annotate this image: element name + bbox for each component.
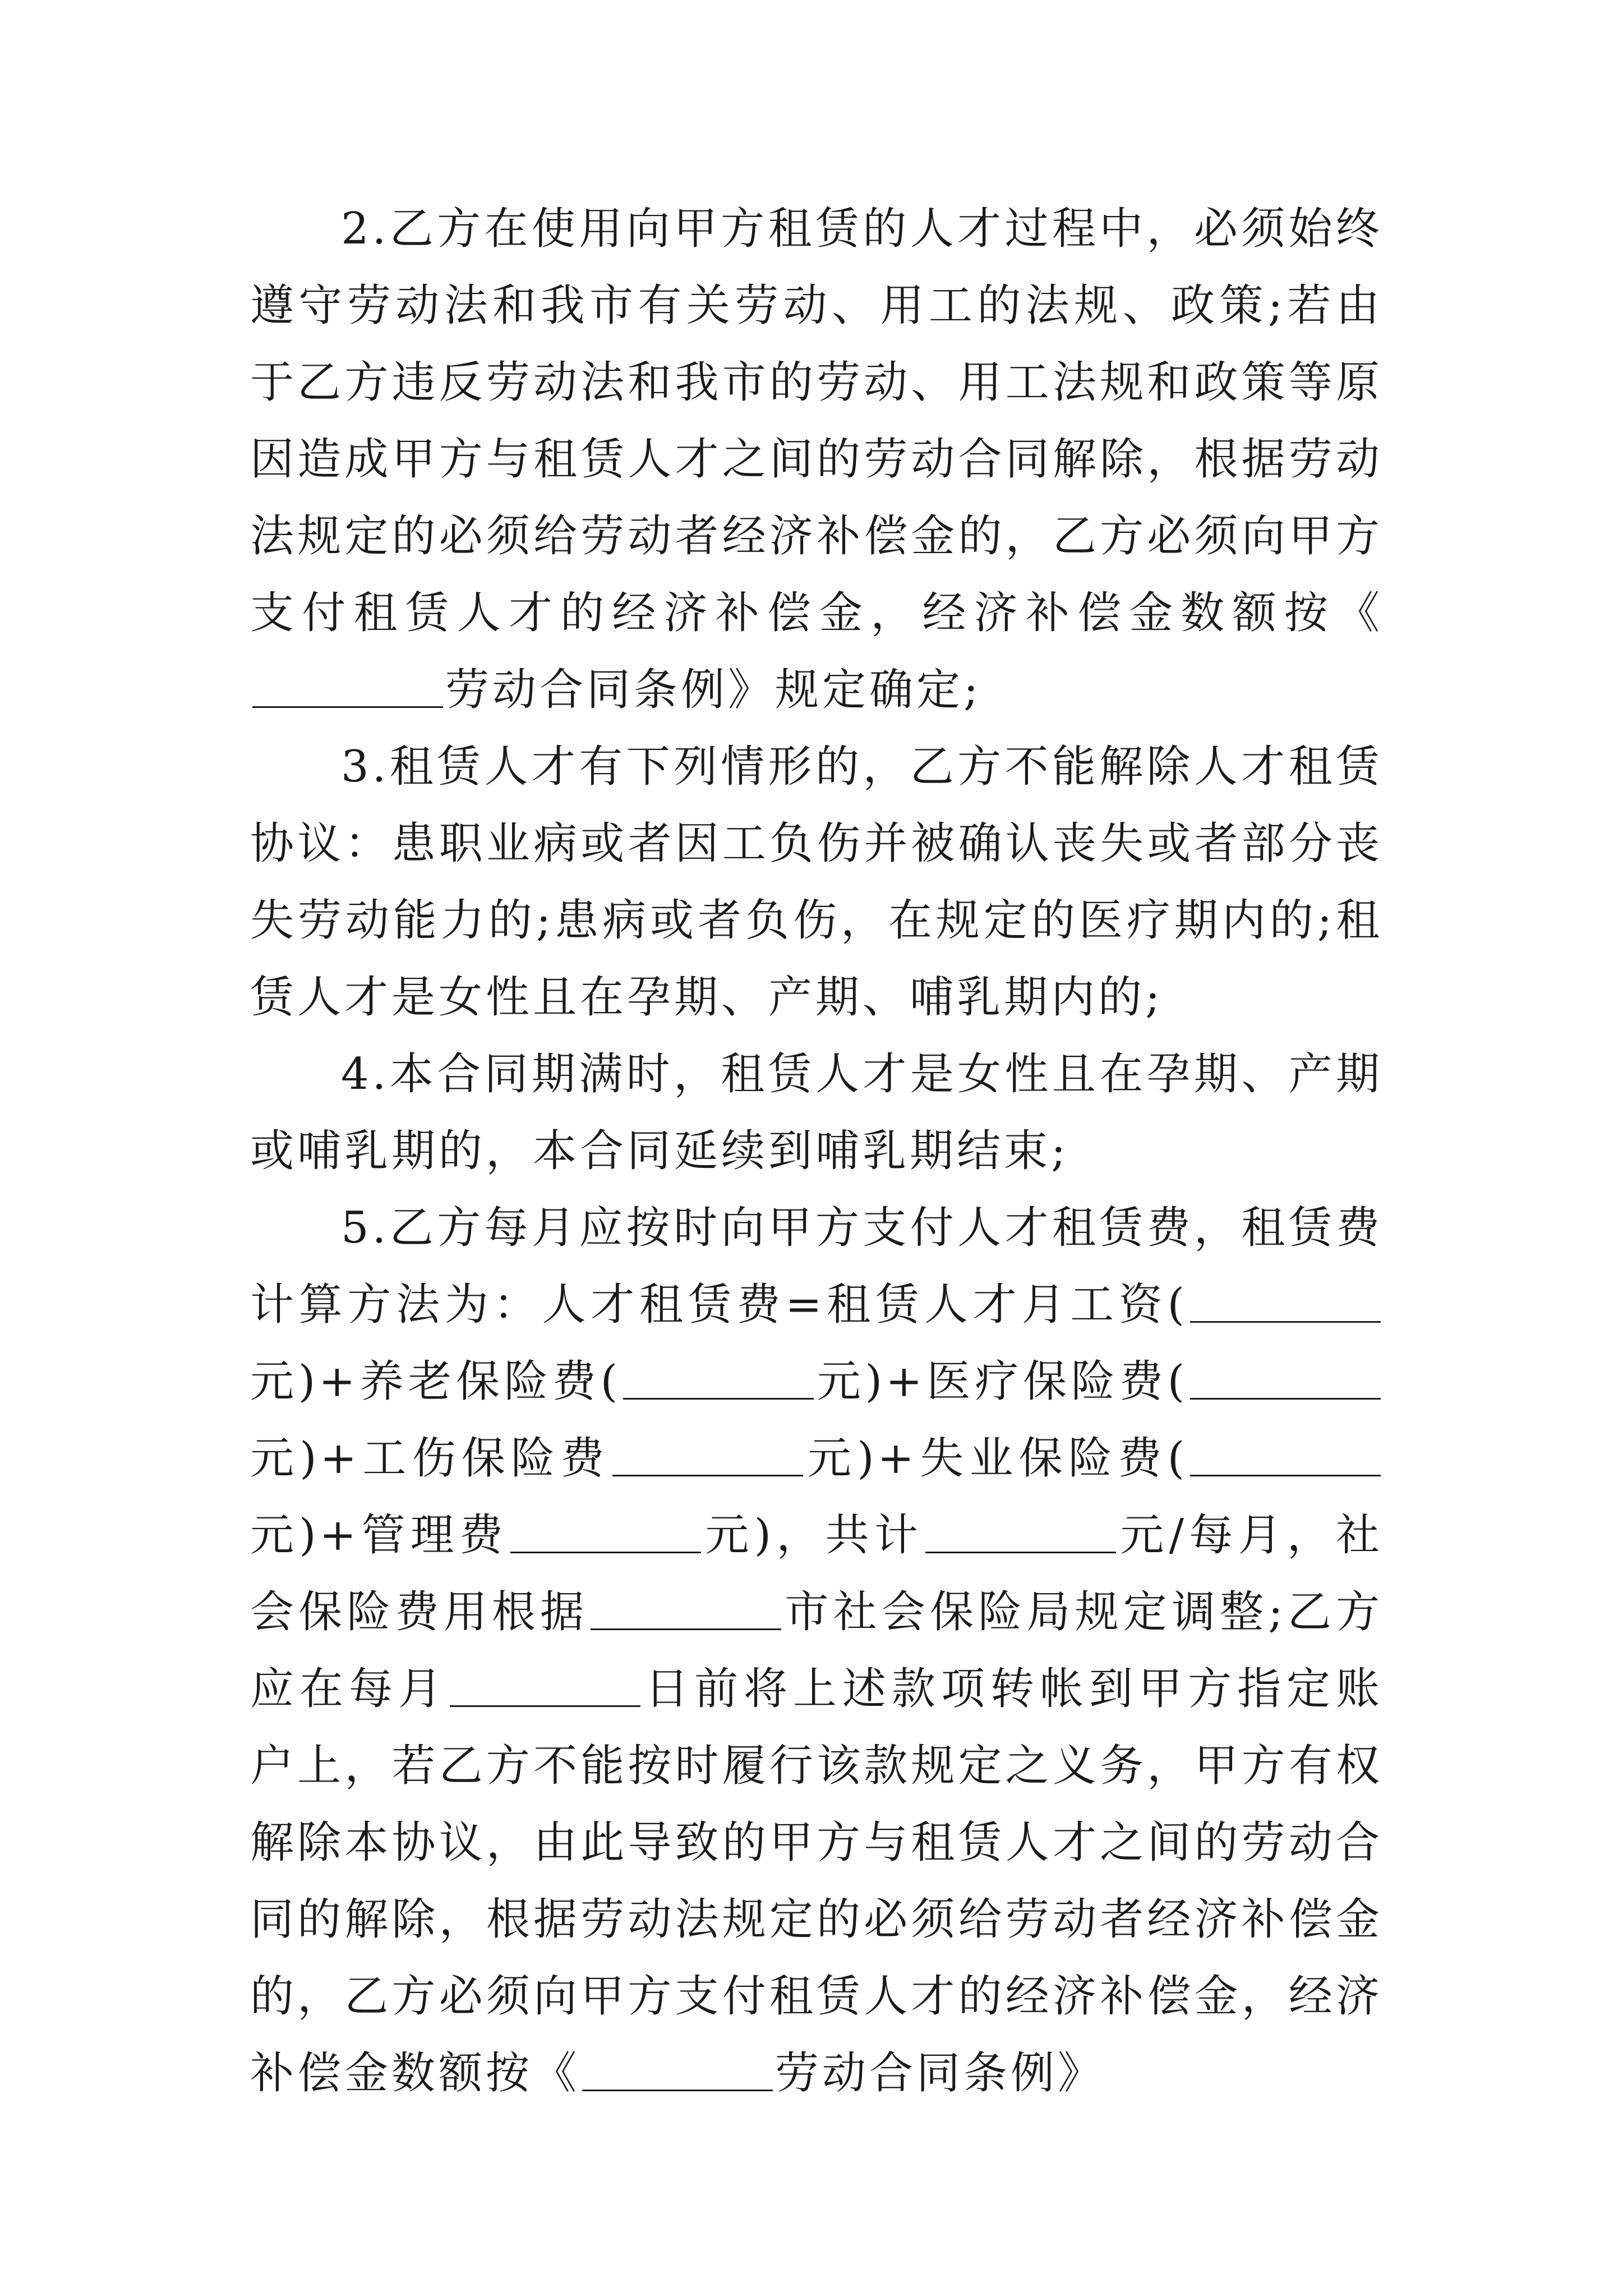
paragraph-5: [250, 1190, 1383, 2112]
fill-in-blank: [925, 1508, 1116, 1553]
fill-in-blank: [1190, 1277, 1381, 1323]
text-segment: 劳动合同条例》规定确定;: [445, 665, 982, 715]
text-segment: 3.租赁人才有下列情形的，乙方不能解除人才租赁协议：患职业病或者因工负伤并被确认丧失或者部分丧失劳动能力的;患病或者负伤，在规定的医疗期内的;租赁人才是女性且在孕期、产期、哺乳期内的;: [250, 742, 1383, 1023]
fill-in-blank: [252, 662, 443, 708]
paragraph-4: [250, 1036, 1383, 1190]
text-segment: 2.乙方在使用向甲方租赁的人才过程中，必须始终遵守劳动法和我市有关劳动、用工的法规、政策;若由于乙方违反劳动法和我市的劳动、用工法规和政策等原因造成甲方与租赁人才之间的劳动合同解除，根据劳动法规定的必须给劳动者经济补偿金的，乙方必须向甲方支付租赁人才的经济补偿金，经济补偿金数额按《: [250, 204, 1383, 638]
fill-in-blank: [450, 1662, 640, 1707]
fill-in-blank: [612, 1431, 803, 1476]
fill-in-blank: [623, 1354, 814, 1400]
paragraph-3: [250, 729, 1383, 1036]
fill-in-blank: [582, 2046, 773, 2091]
text-segment: 元/每月，社会保险费用根据: [250, 1510, 1383, 1637]
text-segment: 元)，共计: [703, 1510, 924, 1561]
text-segment: 元)+养老保险费(: [250, 1356, 621, 1407]
text-segment: 元)+失业保险费(: [805, 1433, 1188, 1484]
text-segment: 劳动合同条例》: [775, 2048, 1105, 2099]
text-segment: 市社会保险局规定调整;乙方应在每月: [250, 1587, 1383, 1714]
text-segment: 4.本合同期满时，租赁人才是女性且在孕期、产期或哺乳期的，本合同延续到哺乳期结束;: [250, 1049, 1383, 1176]
fill-in-blank: [510, 1508, 701, 1553]
text-segment: 元)+管理费: [250, 1510, 509, 1561]
fill-in-blank: [1190, 1354, 1381, 1400]
fill-in-blank: [591, 1585, 781, 1630]
fill-in-blank: [1190, 1431, 1381, 1476]
paragraph-2: [250, 191, 1383, 729]
text-segment: 5.乙方每月应按时向甲方支付人才租赁费，租赁费计算方法为：人才租赁费=租赁人才月工资(: [250, 1203, 1383, 1330]
text-segment: 日前将上述款项转帐到甲方指定账户上，若乙方不能按时履行该款规定之义务，甲方有权解除本协议，由此导致的甲方与租赁人才之间的劳动合同的解除，根据劳动法规定的必须给劳动者经济补偿金的，乙方必须向甲方支付租赁人才的经济补偿金，经济补偿金数额按《: [250, 1664, 1383, 2099]
document-body: [250, 191, 1383, 2112]
text-segment: 元)+工伤保险费: [250, 1433, 610, 1484]
text-segment: 元)+医疗保险费(: [816, 1356, 1188, 1407]
